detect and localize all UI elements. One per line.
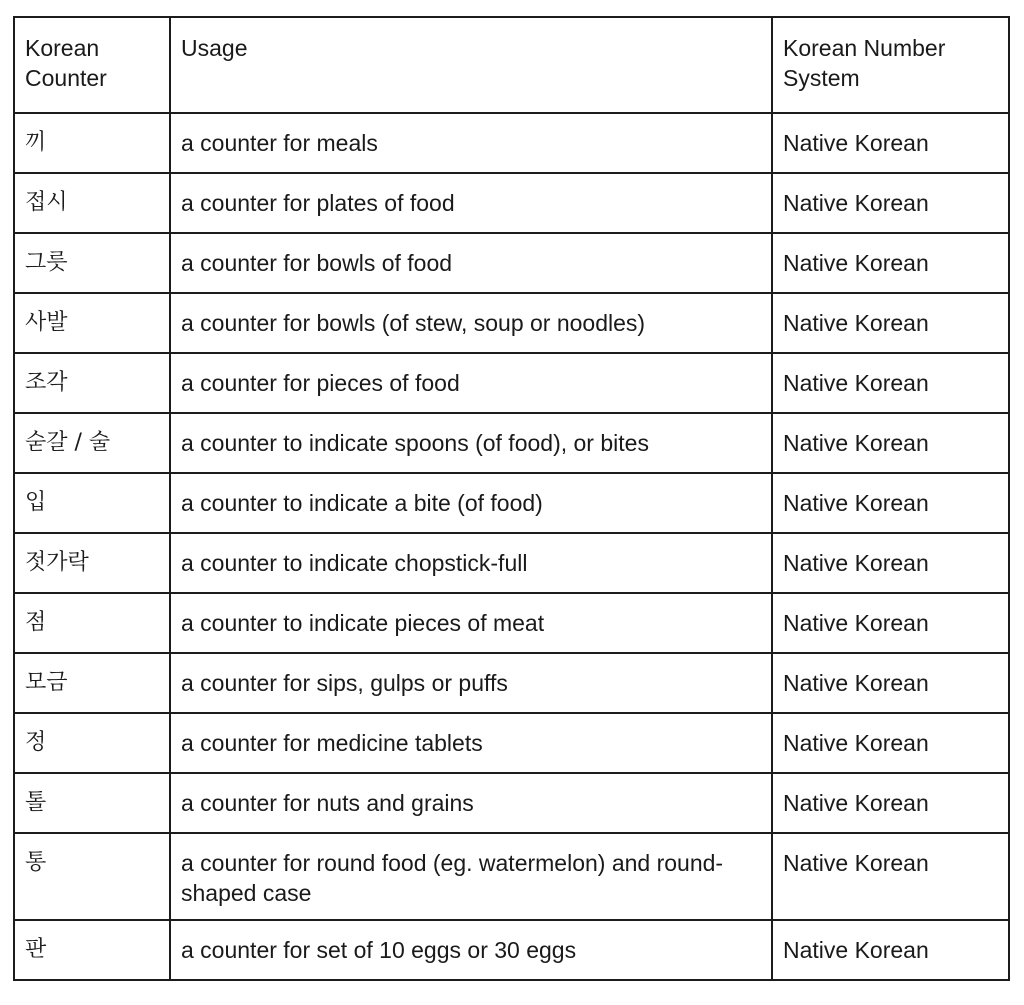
number-system-cell: Native Korean (772, 353, 1009, 413)
counter-cell: 정 (14, 713, 170, 773)
table-row (14, 113, 1009, 173)
usage-cell: a counter to indicate chopstick-full (170, 533, 772, 593)
usage-cell: a counter for bowls (of stew, soup or noodles) (170, 293, 772, 353)
counter-cell: 숟갈 / 술 (14, 413, 170, 473)
counter-cell: 판 (14, 920, 170, 980)
table-row (14, 773, 1009, 833)
header-usage: Usage (170, 17, 772, 113)
table-row (14, 593, 1009, 653)
counter-cell: 접시 (14, 173, 170, 233)
counter-cell: 통 (14, 833, 170, 920)
table-row (14, 653, 1009, 713)
korean-counters-table (13, 16, 1010, 981)
number-system-cell: Native Korean (772, 713, 1009, 773)
table-row (14, 920, 1009, 980)
usage-cell: a counter for plates of food (170, 173, 772, 233)
usage-cell: a counter for set of 10 eggs or 30 eggs (170, 920, 772, 980)
counter-cell: 사발 (14, 293, 170, 353)
table-row (14, 233, 1009, 293)
usage-cell: a counter for bowls of food (170, 233, 772, 293)
number-system-cell: Native Korean (772, 593, 1009, 653)
table-row (14, 533, 1009, 593)
number-system-cell: Native Korean (772, 113, 1009, 173)
usage-cell: a counter for medicine tablets (170, 713, 772, 773)
table-header-row (14, 17, 1009, 113)
usage-cell: a counter to indicate spoons (of food), or bites (170, 413, 772, 473)
number-system-cell: Native Korean (772, 413, 1009, 473)
number-system-cell: Native Korean (772, 173, 1009, 233)
usage-cell: a counter for round food (eg. watermelon) and round-shaped case (170, 833, 772, 920)
number-system-cell: Native Korean (772, 293, 1009, 353)
usage-cell: a counter to indicate a bite (of food) (170, 473, 772, 533)
counter-cell: 끼 (14, 113, 170, 173)
number-system-cell: Native Korean (772, 533, 1009, 593)
number-system-cell: Native Korean (772, 233, 1009, 293)
number-system-cell: Native Korean (772, 653, 1009, 713)
usage-cell: a counter for meals (170, 113, 772, 173)
number-system-cell: Native Korean (772, 920, 1009, 980)
counter-cell: 조각 (14, 353, 170, 413)
number-system-cell: Native Korean (772, 773, 1009, 833)
counter-cell: 젓가락 (14, 533, 170, 593)
table-row (14, 833, 1009, 920)
header-korean-counter: Korean Counter (14, 17, 170, 113)
counter-cell: 그릇 (14, 233, 170, 293)
table-row (14, 473, 1009, 533)
usage-cell: a counter to indicate pieces of meat (170, 593, 772, 653)
header-korean-number-system: Korean Number System (772, 17, 1009, 113)
table-row (14, 173, 1009, 233)
table-row (14, 293, 1009, 353)
counter-cell: 입 (14, 473, 170, 533)
table-row (14, 353, 1009, 413)
usage-cell: a counter for sips, gulps or puffs (170, 653, 772, 713)
number-system-cell: Native Korean (772, 473, 1009, 533)
counter-cell: 모금 (14, 653, 170, 713)
usage-cell: a counter for pieces of food (170, 353, 772, 413)
number-system-cell: Native Korean (772, 833, 1009, 920)
usage-cell: a counter for nuts and grains (170, 773, 772, 833)
table-row (14, 713, 1009, 773)
table-row (14, 413, 1009, 473)
counter-cell: 톨 (14, 773, 170, 833)
counter-cell: 점 (14, 593, 170, 653)
